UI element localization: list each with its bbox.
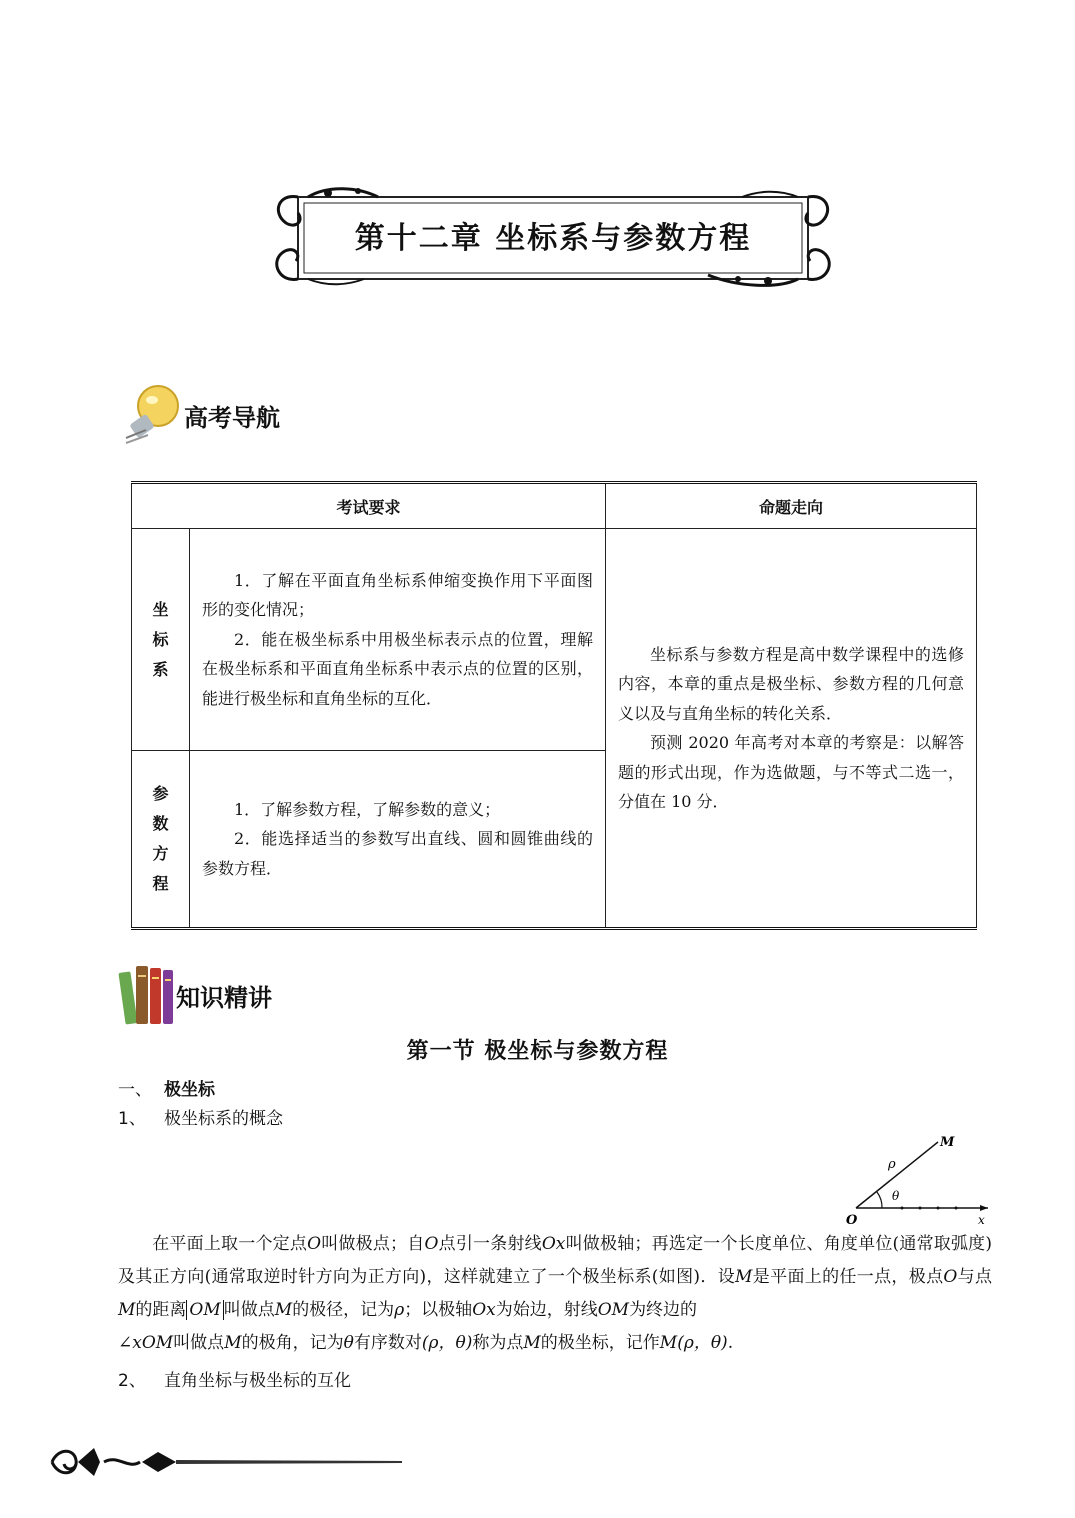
part-number: 一、 (118, 1080, 152, 1100)
symbol-angle: ∠xOM (118, 1333, 174, 1353)
label-x: x (978, 1213, 985, 1227)
text-run: 是平面上的任一点，极点 (752, 1267, 944, 1287)
requirements-coordinate-system (190, 529, 606, 751)
trend-paragraph: 坐标系与参数方程是高中数学课程中的选修内容，本章的重点是极坐标、参数方程的几何意义以及与直角坐标的转化关系． (618, 644, 964, 723)
row-label-coordinate-system (132, 529, 190, 751)
symbol-rho: ρ (394, 1300, 405, 1320)
text-run: 的极坐标，记作 (540, 1333, 660, 1353)
symbol-abs-om: OM (186, 1300, 223, 1320)
text-run: 与点 (957, 1267, 993, 1287)
row-label-char: 标 (152, 629, 169, 649)
row-label-char: 数 (152, 814, 169, 833)
part-title: 极坐标 (164, 1080, 215, 1100)
text-run: 点引一条射线 (438, 1234, 542, 1254)
item-heading-conversion (118, 1366, 351, 1391)
text-run: 有序数对 (353, 1333, 422, 1353)
part-heading-polar (118, 1075, 215, 1100)
item-title: 极坐标系的概念 (164, 1109, 283, 1129)
arrow-icon (980, 1205, 988, 1211)
text-run: 叫做点 (173, 1333, 225, 1353)
symbol-o: O (424, 1234, 439, 1254)
text-run: 为始边，射线 (495, 1300, 598, 1320)
text-run: ；以极轴 (404, 1300, 473, 1320)
row-label-char: 系 (152, 659, 169, 679)
symbol-theta: θ (343, 1333, 354, 1353)
text-run: 的极角，记为 (241, 1333, 344, 1353)
text-run: 的极径，记为 (292, 1300, 395, 1320)
section-title: 第一节 极坐标与参数方程 (406, 1038, 669, 1064)
table-header-trend: 命题走向 (606, 483, 977, 529)
row-label-char: 方 (152, 844, 169, 863)
table-row (132, 529, 977, 751)
text-run: 叫做点 (223, 1300, 275, 1320)
text-run: 为终边的 (629, 1300, 698, 1320)
zhishi-heading (118, 962, 272, 1028)
label-rho: ρ (888, 1157, 896, 1172)
item-title: 直角坐标与极坐标的互化 (164, 1371, 351, 1391)
row-label-char: 坐 (152, 599, 169, 619)
table-header-requirements: 考试要求 (132, 483, 606, 529)
text-run: 在平面上取一个定点 (152, 1234, 308, 1254)
requirements-parametric-equation (190, 751, 606, 929)
requirement-item: 2．能选择适当的参数写出直线、圆和圆锥曲线的参数方程． (202, 829, 593, 878)
label-o: O (846, 1213, 858, 1228)
row-label-char: 参 (152, 784, 169, 803)
requirement-item: 1．了解参数方程，了解参数的意义； (234, 799, 501, 819)
symbol-m: M (118, 1300, 136, 1320)
polar-definition-paragraph (118, 1228, 992, 1360)
gaokao-heading (118, 380, 280, 450)
chapter-banner (268, 183, 838, 287)
symbol-ox: Ox (472, 1300, 496, 1320)
symbol-m: M (523, 1333, 541, 1353)
symbol-ox: Ox (541, 1234, 566, 1254)
books-icon (118, 962, 176, 1028)
text-run: . (727, 1333, 734, 1353)
symbol-coord: M(ρ，θ) (659, 1333, 728, 1353)
symbol-pair: (ρ，θ) (421, 1333, 473, 1353)
symbol-o: O (943, 1267, 958, 1287)
text-run: 称为点 (472, 1333, 524, 1353)
chapter-title: 第十二章 坐标系与参数方程 (354, 221, 752, 256)
text-run: 叫做极轴；再选定一个长度单位、角度单位(通常取弧度)及其正方向(通常取逆时针方向为正方向)，这样就建立了一个极坐标系(如图)．设 (118, 1234, 993, 1287)
row-label-parametric-equation (132, 751, 190, 929)
item-heading-polar-concept (118, 1104, 283, 1129)
row-label-char: 程 (152, 874, 169, 893)
symbol-m: M (224, 1333, 242, 1353)
item-number: 1、 (118, 1109, 146, 1129)
gaokao-heading-label: 高考导航 (184, 403, 280, 432)
symbol-o: O (307, 1234, 322, 1254)
text-run: 的距离 (135, 1300, 187, 1320)
label-m: M (940, 1135, 955, 1150)
text-run: 叫做极点；自 (321, 1234, 425, 1254)
lightbulb-icon (118, 380, 184, 450)
requirement-item: 2．能在极坐标系中用极坐标表示点的位置，理解在极坐标系和平面直角坐标系中表示点的位置的区别，能进行极坐标和直角坐标的互化． (202, 629, 593, 708)
trend-paragraph: 预测 2020 年高考对本章的考察是：以解答题的形式出现，作为选做题，与不等式二选一，分值在 10 分． (618, 733, 964, 811)
label-theta: θ (892, 1189, 900, 1203)
exam-requirements-table (131, 481, 977, 930)
polar-coordinate-figure (842, 1130, 992, 1230)
symbol-m: M (274, 1300, 293, 1320)
angle-arc (877, 1192, 882, 1208)
item-number: 2、 (118, 1371, 146, 1391)
symbol-om: OM (597, 1300, 630, 1320)
zhishi-heading-label: 知识精讲 (176, 983, 272, 1012)
footer-ornament-icon (48, 1440, 408, 1484)
trend-cell (606, 529, 977, 929)
symbol-m: M (735, 1267, 753, 1287)
requirement-item: 1．了解在平面直角坐标系伸缩变换作用下平面图形的变化情况； (202, 570, 593, 620)
